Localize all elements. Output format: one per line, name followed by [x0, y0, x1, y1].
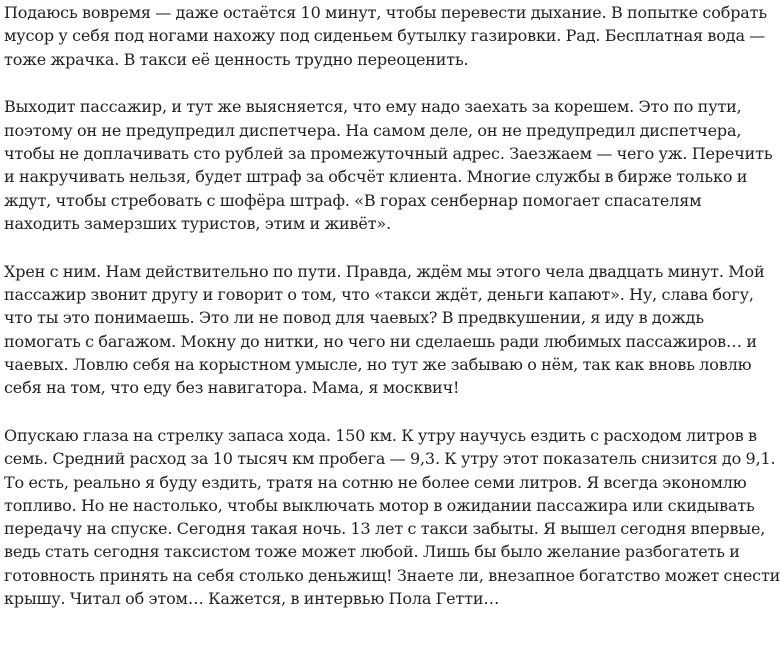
text-line: находить замерзших туристов, этим и живёт». — [4, 213, 392, 233]
text-line: семь. Средний расход за 10 тысяч км пробега — 9,3. К утру этот показатель снизится до 9,1. — [4, 449, 776, 469]
text-line: ведь стать сегодня таксистом тоже может любой. Лишь бы было желание разбогатеть и — [4, 542, 740, 562]
paragraph-2 — [4, 94, 773, 235]
text-line: поэтому он не предупредил диспетчера. На самом деле, он не предупредил диспетчера, — [4, 120, 742, 140]
paragraph-3 — [4, 259, 765, 400]
text-line: Выходит пассажир, и тут же выясняется, что ему надо заехать за корешем. Это по пути, — [4, 97, 742, 117]
text-line: То есть, реально я буду ездить, тратя на сотню не более семи литров. Я всегда экономлю — [4, 472, 747, 492]
text-line: топливо. Но не настолько, чтобы выключать мотор в ожидании пассажира или скидывать — [4, 495, 755, 515]
text-line: и накручивать нельзя, будет штраф за обсчёт клиента. Многие службы в бирже только и — [4, 167, 748, 187]
text-line: себя на том, что еду без навигатора. Мама, я москвич! — [4, 378, 460, 398]
text-line: ждут, чтобы стребовать с шофёра штраф. «В горах сенбернар помогает спасателям — [4, 190, 702, 210]
text-line: чтобы не доплачивать сто рублей за промежуточный адрес. Заезжаем — чего уж. Перечить — [4, 143, 773, 163]
text-line: тоже жрачка. В такси её ценность трудно переоценить. — [4, 49, 469, 69]
text-line: помогать с багажом. Мокну до нитки, но чего ни сделаешь ради любимых пассажиров… и — [4, 331, 757, 351]
text-line: мусор у себя под ногами нахожу под сиденьем бутылку газировки. Рад. Бесплатная вода — — [4, 26, 766, 46]
text-line: чаевых. Ловлю себя на корыстном умысле, но тут же забываю о нём, так как вновь ловлю — [4, 354, 752, 374]
paragraph-1 — [4, 0, 767, 71]
text-line: Хрен с ним. Нам действительно по пути. Правда, ждём мы этого чела двадцать минут. Мой — [4, 261, 765, 281]
text-line: пассажир звонит другу и говорит о том, что «такси ждёт, деньги капают». Ну, слава богу, — [4, 284, 754, 304]
text-line: передачу на спуске. Сегодня такая ночь. 13 лет с такси забыты. Я вышел сегодня впервые, — [4, 519, 766, 539]
text-line: что ты это понимаешь. Это ли не повод для чаевых? В предвкушении, я иду в дождь — [4, 308, 704, 328]
article-body — [4, 0, 780, 634]
text-line: Подаюсь вовремя — даже остаётся 10 минут, чтобы перевести дыхание. В попытке собрать — [4, 3, 767, 22]
paragraph-4 — [4, 423, 780, 610]
text-line: Опускаю глаза на стрелку запаса хода. 150 км. К утру научусь ездить с расходом литров в — [4, 425, 757, 445]
text-line: готовность принять на себя столько деньжищ! Знаете ли, внезапное богатство может снести — [4, 565, 780, 585]
text-line: крышу. Читал об этом… Кажется, в интервью Пола Гетти… — [4, 589, 500, 609]
